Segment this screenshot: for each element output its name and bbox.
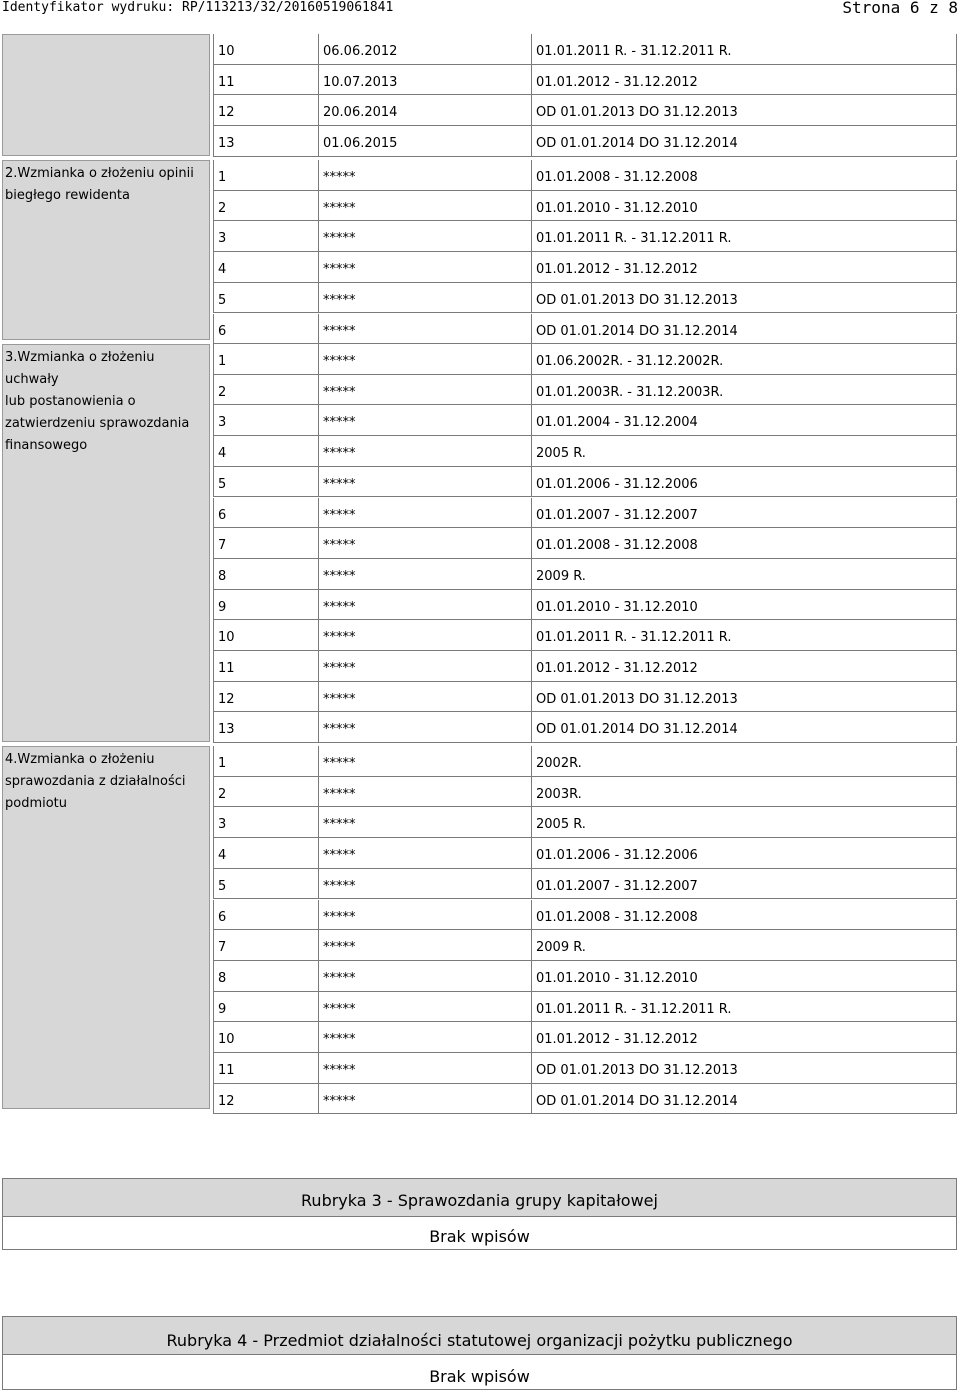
row-number: 12 bbox=[213, 682, 318, 713]
row-number: 11 bbox=[213, 65, 318, 96]
row-number: 1 bbox=[213, 160, 318, 191]
table-row bbox=[213, 1053, 957, 1084]
table-row bbox=[213, 590, 957, 621]
row-date: ***** bbox=[318, 838, 531, 869]
table-row bbox=[213, 838, 957, 869]
row-period: 01.01.2008 - 31.12.2008 bbox=[531, 528, 957, 559]
row-number: 9 bbox=[213, 590, 318, 621]
table-row bbox=[213, 900, 957, 931]
rubryka-4-empty: Brak wpisów bbox=[429, 1367, 530, 1386]
row-number: 4 bbox=[213, 252, 318, 283]
row-number: 10 bbox=[213, 620, 318, 651]
table-row bbox=[213, 1022, 957, 1053]
row-number: 9 bbox=[213, 992, 318, 1023]
row-period: 2002R. bbox=[531, 746, 957, 777]
row-date: ***** bbox=[318, 900, 531, 931]
table-row bbox=[213, 221, 957, 252]
row-period: 01.01.2006 - 31.12.2006 bbox=[531, 467, 957, 498]
table-row bbox=[213, 344, 957, 375]
row-period: 01.01.2010 - 31.12.2010 bbox=[531, 191, 957, 222]
row-date: 20.06.2014 bbox=[318, 95, 531, 126]
row-date: ***** bbox=[318, 992, 531, 1023]
section-resolution-label: 3.Wzmianka o złożeniu uchwały lub postanowienia o zatwierdzeniu sprawozdania finansowego bbox=[5, 350, 190, 453]
row-number: 4 bbox=[213, 436, 318, 467]
rubryka-3-box bbox=[2, 1178, 957, 1250]
row-period: 01.01.2011 R. - 31.12.2011 R. bbox=[531, 34, 957, 65]
row-period: 01.06.2002R. - 31.12.2002R. bbox=[531, 344, 957, 375]
table-row bbox=[213, 252, 957, 283]
row-date: ***** bbox=[318, 930, 531, 961]
row-number: 1 bbox=[213, 746, 318, 777]
row-period: OD 01.01.2013 DO 31.12.2013 bbox=[531, 682, 957, 713]
table-row bbox=[213, 191, 957, 222]
row-date: ***** bbox=[318, 807, 531, 838]
row-period: 01.01.2004 - 31.12.2004 bbox=[531, 405, 957, 436]
table-row bbox=[213, 314, 957, 345]
table-row bbox=[213, 777, 957, 808]
row-number: 5 bbox=[213, 869, 318, 900]
row-date: ***** bbox=[318, 160, 531, 191]
row-number: 8 bbox=[213, 961, 318, 992]
table-row bbox=[213, 498, 957, 529]
rubryka-3-header bbox=[3, 1179, 956, 1217]
table-row bbox=[213, 126, 957, 157]
row-date: ***** bbox=[318, 405, 531, 436]
print-identifier: Identyfikator wydruku: RP/113213/32/20160519061841 bbox=[2, 0, 394, 15]
row-date: 10.07.2013 bbox=[318, 65, 531, 96]
table-row bbox=[213, 405, 957, 436]
row-date: ***** bbox=[318, 436, 531, 467]
row-date: ***** bbox=[318, 777, 531, 808]
row-date: ***** bbox=[318, 712, 531, 743]
row-number: 12 bbox=[213, 1084, 318, 1115]
row-number: 2 bbox=[213, 777, 318, 808]
row-number: 13 bbox=[213, 712, 318, 743]
row-number: 11 bbox=[213, 1053, 318, 1084]
row-period: 2005 R. bbox=[531, 436, 957, 467]
row-period: 01.01.2010 - 31.12.2010 bbox=[531, 590, 957, 621]
table-row bbox=[213, 869, 957, 900]
row-period: 01.01.2011 R. - 31.12.2011 R. bbox=[531, 992, 957, 1023]
row-period: 2005 R. bbox=[531, 807, 957, 838]
row-period: OD 01.01.2014 DO 31.12.2014 bbox=[531, 712, 957, 743]
row-date: ***** bbox=[318, 682, 531, 713]
table-row bbox=[213, 620, 957, 651]
row-date: ***** bbox=[318, 467, 531, 498]
row-period: 01.01.2008 - 31.12.2008 bbox=[531, 900, 957, 931]
table-row bbox=[213, 807, 957, 838]
row-number: 10 bbox=[213, 1022, 318, 1053]
table-row bbox=[213, 160, 957, 191]
table-row bbox=[213, 746, 957, 777]
table-row bbox=[213, 992, 957, 1023]
row-date: ***** bbox=[318, 498, 531, 529]
row-period: 01.01.2003R. - 31.12.2003R. bbox=[531, 375, 957, 406]
row-date: ***** bbox=[318, 221, 531, 252]
rubryka-3-title: Rubryka 3 - Sprawozdania grupy kapitałowej bbox=[301, 1191, 658, 1210]
table-row bbox=[213, 436, 957, 467]
table-row bbox=[213, 961, 957, 992]
row-period: OD 01.01.2014 DO 31.12.2014 bbox=[531, 126, 957, 157]
section-report-label: 4.Wzmianka o złożeniu sprawozdania z działalności podmiotu bbox=[5, 752, 186, 811]
row-date: ***** bbox=[318, 344, 531, 375]
table-row bbox=[213, 528, 957, 559]
entries-table bbox=[2, 34, 957, 1109]
row-period: 01.01.2012 - 31.12.2012 bbox=[531, 65, 957, 96]
rubryka-4-header bbox=[3, 1317, 956, 1355]
row-period: 01.01.2011 R. - 31.12.2011 R. bbox=[531, 620, 957, 651]
row-number: 2 bbox=[213, 191, 318, 222]
row-period: 01.01.2012 - 31.12.2012 bbox=[531, 1022, 957, 1053]
row-period: 01.01.2010 - 31.12.2010 bbox=[531, 961, 957, 992]
row-period: 01.01.2012 - 31.12.2012 bbox=[531, 252, 957, 283]
rubryka-3-empty: Brak wpisów bbox=[429, 1227, 530, 1246]
row-period: 01.01.2007 - 31.12.2007 bbox=[531, 869, 957, 900]
row-number: 12 bbox=[213, 95, 318, 126]
table-row bbox=[213, 375, 957, 406]
row-period: 01.01.2012 - 31.12.2012 bbox=[531, 651, 957, 682]
table-row bbox=[213, 930, 957, 961]
row-number: 7 bbox=[213, 930, 318, 961]
row-date: ***** bbox=[318, 559, 531, 590]
row-date: ***** bbox=[318, 869, 531, 900]
row-period: 01.01.2007 - 31.12.2007 bbox=[531, 498, 957, 529]
table-row bbox=[213, 95, 957, 126]
row-date: ***** bbox=[318, 191, 531, 222]
row-number: 6 bbox=[213, 314, 318, 345]
row-date: ***** bbox=[318, 252, 531, 283]
row-date: ***** bbox=[318, 961, 531, 992]
row-date: 06.06.2012 bbox=[318, 34, 531, 65]
row-number: 3 bbox=[213, 405, 318, 436]
table-row bbox=[213, 559, 957, 590]
table-row bbox=[213, 283, 957, 314]
row-number: 13 bbox=[213, 126, 318, 157]
row-number: 11 bbox=[213, 651, 318, 682]
row-period: 01.01.2008 - 31.12.2008 bbox=[531, 160, 957, 191]
row-date: ***** bbox=[318, 1022, 531, 1053]
table-row bbox=[213, 651, 957, 682]
row-number: 6 bbox=[213, 900, 318, 931]
row-number: 4 bbox=[213, 838, 318, 869]
continuation-label-cell bbox=[2, 34, 210, 156]
row-period: 2003R. bbox=[531, 777, 957, 808]
row-date: ***** bbox=[318, 1053, 531, 1084]
row-date: ***** bbox=[318, 528, 531, 559]
rubryka-4-title: Rubryka 4 - Przedmiot działalności statutowej organizacji pożytku publicznego bbox=[166, 1331, 793, 1350]
section-report-label-cell bbox=[2, 746, 210, 1109]
rubryka-4-box bbox=[2, 1316, 957, 1390]
row-date: ***** bbox=[318, 746, 531, 777]
row-date: ***** bbox=[318, 283, 531, 314]
row-number: 3 bbox=[213, 807, 318, 838]
row-number: 5 bbox=[213, 283, 318, 314]
table-row bbox=[213, 65, 957, 96]
table-row bbox=[213, 712, 957, 743]
row-number: 2 bbox=[213, 375, 318, 406]
table-row bbox=[213, 682, 957, 713]
row-period: OD 01.01.2014 DO 31.12.2014 bbox=[531, 314, 957, 345]
table-row bbox=[213, 1084, 957, 1115]
table-row bbox=[213, 467, 957, 498]
row-period: 2009 R. bbox=[531, 559, 957, 590]
row-date: ***** bbox=[318, 651, 531, 682]
row-period: OD 01.01.2013 DO 31.12.2013 bbox=[531, 1053, 957, 1084]
row-date: ***** bbox=[318, 620, 531, 651]
row-number: 6 bbox=[213, 498, 318, 529]
row-period: OD 01.01.2014 DO 31.12.2014 bbox=[531, 1084, 957, 1115]
row-period: 01.01.2006 - 31.12.2006 bbox=[531, 838, 957, 869]
row-date: ***** bbox=[318, 375, 531, 406]
section-opinion-label-cell bbox=[2, 160, 210, 340]
page-number: Strona 6 z 8 bbox=[842, 0, 958, 17]
row-date: 01.06.2015 bbox=[318, 126, 531, 157]
row-period: 2009 R. bbox=[531, 930, 957, 961]
row-number: 1 bbox=[213, 344, 318, 375]
section-opinion-label: 2.Wzmianka o złożeniu opinii biegłego rewidenta bbox=[5, 166, 194, 203]
row-number: 3 bbox=[213, 221, 318, 252]
row-period: OD 01.01.2013 DO 31.12.2013 bbox=[531, 283, 957, 314]
row-number: 10 bbox=[213, 34, 318, 65]
section-label-column bbox=[2, 34, 210, 1109]
row-date: ***** bbox=[318, 590, 531, 621]
row-number: 5 bbox=[213, 467, 318, 498]
row-period: 01.01.2011 R. - 31.12.2011 R. bbox=[531, 221, 957, 252]
table-row bbox=[213, 34, 957, 65]
row-date: ***** bbox=[318, 1084, 531, 1115]
row-date: ***** bbox=[318, 314, 531, 345]
section-resolution-label-cell bbox=[2, 344, 210, 742]
row-number: 7 bbox=[213, 528, 318, 559]
row-number: 8 bbox=[213, 559, 318, 590]
row-period: OD 01.01.2013 DO 31.12.2013 bbox=[531, 95, 957, 126]
